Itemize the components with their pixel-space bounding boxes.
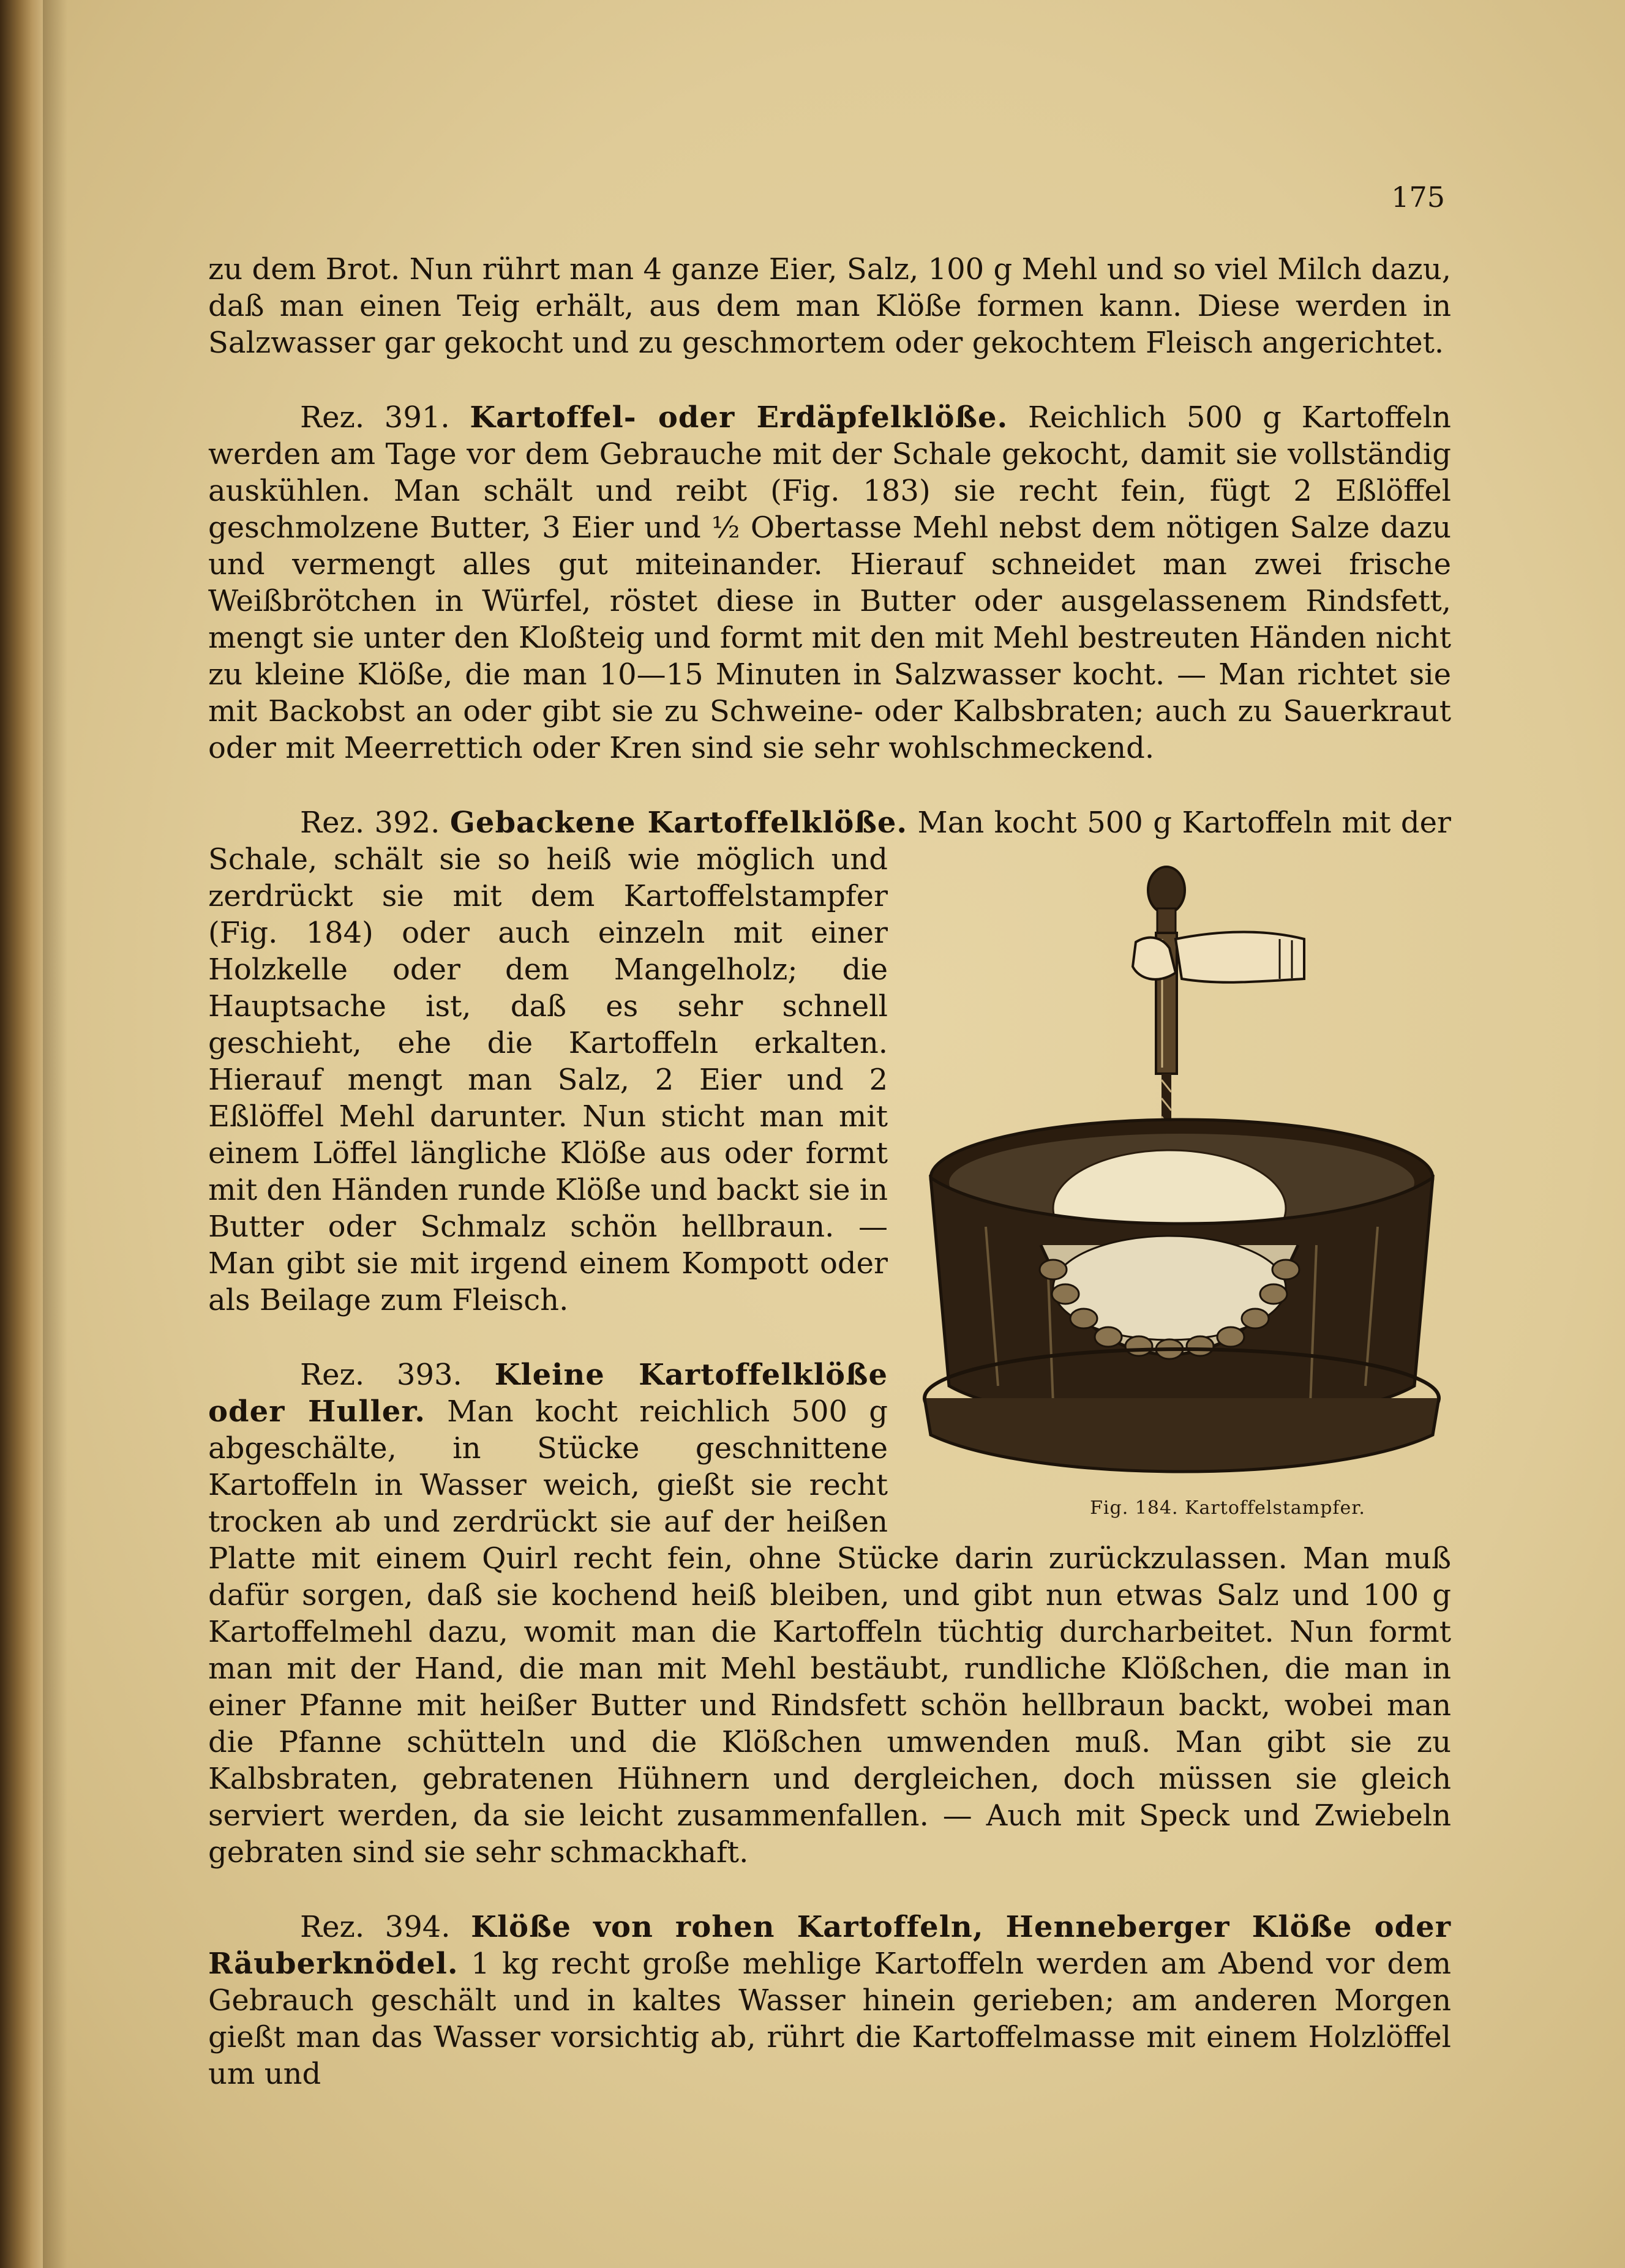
recipe-text: Man kocht reichlich 500 g abgeschälte, in Stücke geschnittene Kartoffeln in Wasser weich, gießt sie recht trocken ab und zerdrückt sie auf der heißen Platte mit einem Quirl recht fein, ohne Stücke darin zurückzulassen. Man muß dafür sorgen, daß sie kochend heiß bleiben, und gibt nun etwas Salz und 100 g Kartoffelmehl dazu, womit man die Kartoffeln tüchtig durcharbeitet. Nun formt man mit der Hand, die man mit Mehl bestäubt, rundliche Klößchen, die man in einer Pfanne mit heißer Butter und Rindsfett schön hellbraun backt, wobei man die Pfanne schütteln und die Klößchen umwenden muß. Man gibt sie zu Kalbsbraten, gebratenen Hühnern und dergleichen, doch müssen sie gleich serviert werden, da sie leicht zusammenfallen. — Auch mit Speck und Zwiebeln gebraten sind sie sehr schmackhaft. [208,1394,1451,1869]
recipe-number: Rez. 393. [300,1358,462,1392]
recipe-title: Klöße von rohen Kartoffeln, Henneberger Klöße oder Räuberknödel. [208,1910,1451,1981]
recipe-number: Rez. 391. [300,400,450,435]
page-number: 175 [1391,181,1445,214]
page-body [208,251,1451,2092]
figure-potato-masher [912,847,1451,1527]
recipe-text: Reichlich 500 g Kartoffeln werden am Tage vor dem Gebrauche mit der Schale gekocht, damit sie vollständig auskühlen. Man schält und reibt (Fig. 183) sie recht fein, fügt 2 Eßlöffel geschmolzene Butter, 3 Eier und ½ Obertasse Mehl nebst dem nötigen Salze dazu und vermengt alles gut miteinander. Hierauf schneidet man zwei frische Weißbrötchen in Würfel, röstet diese in Butter oder ausgelassenem Rindsfett, mengt sie unter den Kloßteig und formt mit den mit Mehl bestreuten Händen nicht zu kleine Klöße, die man 10—15 Minuten in Salzwasser kocht. — Man richtet sie mit Backobst an oder gibt sie zu Schweine- oder Kalbsbraten; auch zu Sauerkraut oder mit Meerrettich oder Kren sind sie sehr wohlschmeckend. [208,400,1451,765]
recipe-number: Rez. 392. [300,806,440,840]
recipe-text: 1 kg recht große mehlige Kartoffeln werden am Abend vor dem Gebrauch geschält und in kaltes Wasser hinein gerieben; am anderen Morgen gießt man das Wasser vorsichtig ab, rührt die Kartoffelmasse mit einem Holzlöffel um und [208,1947,1452,2091]
recipe-title: Kartoffel- oder Erdäpfelklöße. [470,400,1008,435]
book-page [43,0,1625,2268]
recipe-title: Kleine Kartoffelklöße oder Huller. [208,1358,888,1429]
recipe-394 [208,1909,1451,2092]
recipe-number: Rez. 394. [300,1910,451,1944]
figure-caption: Fig. 184. Kartoffelstampfer. [1090,1497,1365,1519]
recipe-391 [208,399,1451,766]
paragraph-intro: zu dem Brot. Nun rührt man 4 ganze Eier, Salz, 100 g Mehl und so viel Milch dazu, daß man einen Teig erhält, aus dem man Klöße formen kann. Diese werden in Salzwasser gar gekocht und zu geschmortem oder gekochtem Fleisch angerichtet. [208,252,1451,360]
book-spine [0,0,43,2268]
page-gutter-shadow [43,0,67,2268]
potato-masher-illustration [912,847,1451,1496]
recipe-text: Man kocht 500 g Kartoffeln mit der Schale, schält sie so heiß wie möglich und zerdrückt sie mit dem Kartoffelstampfer (Fig. 184) oder auch einzeln mit einer Holzkelle oder dem Mangelholz; die Hauptsache ist, daß es sehr schnell geschieht, ehe die Kartoffeln erkalten. Hierauf mengt man Salz, 2 Eier und 2 Eßlöffel Mehl darunter. Nun sticht man mit einem Löffel längliche Klöße aus oder formt mit den Händen runde Klöße und backt sie in Butter oder Schmalz schön hellbraun. — Man gibt sie mit irgend einem Kompott oder als Beilage zum Fleisch. [208,806,1452,1317]
recipe-title: Gebackene Kartoffelklöße. [449,806,908,840]
